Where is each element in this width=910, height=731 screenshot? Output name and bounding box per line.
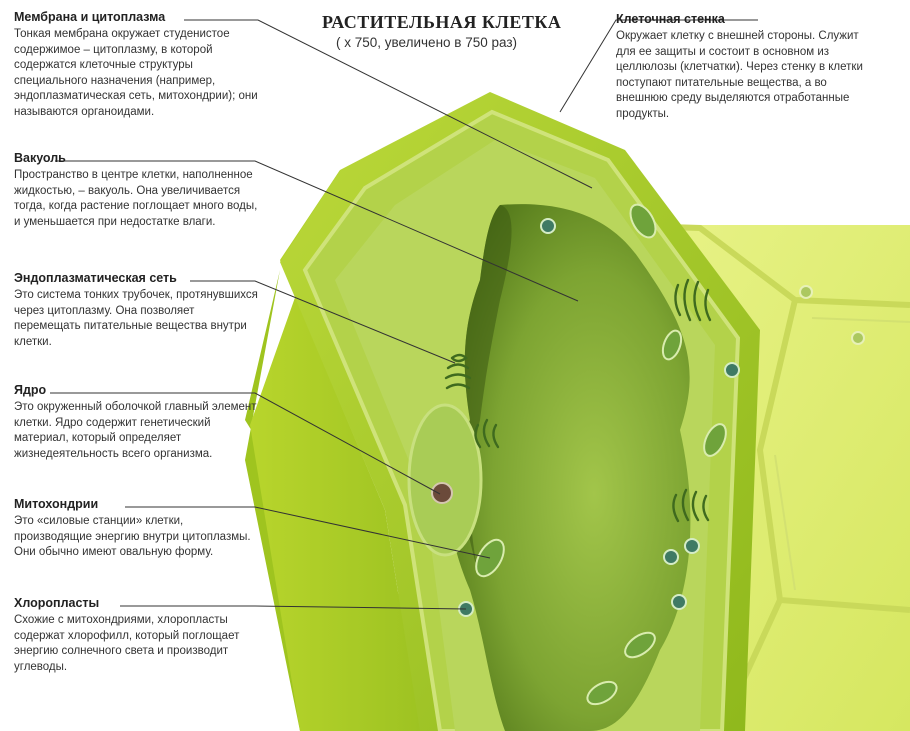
nucleus-envelope [409,405,481,555]
chloroplast [725,363,739,377]
label-membrane [14,10,262,121]
chloroplast [685,539,699,553]
chloroplast [664,550,678,564]
label-chloroplasts [14,596,262,675]
chloroplast [672,595,686,609]
label-nucleus-text: Это окруженный оболочкой главный элемент клетки. Ядро содержит генетический материал, который определяет жизнедеятельность всего организма. [14,401,257,460]
label-vacuole [14,151,262,230]
label-nucleus-heading: Ядро [14,383,47,397]
label-cell-wall-heading: Клеточная стенка [616,12,725,26]
label-mitochondria-text: Это «силовые станции» клетки, производящие энергию внутри цитоплазмы. Они обычно имеют овальную форму. [14,515,251,559]
chloroplast [852,332,864,344]
label-er-text: Это система тонких трубочек, протянувшихся через цитоплазму. Она позволяет перемещать питательные вещества внутри клетки. [14,289,258,348]
nucleolus [432,483,452,503]
label-cell-wall-text: Окружает клетку с внешней стороны. Служит для ее защиты и состоит в основном из целлюлозы (клетчатки). Через стенку в клетки поступают питательные вещества, а во внешнюю среду выделяются отработанные продукты. [616,30,863,120]
label-nucleus [14,383,262,462]
label-er-heading: Эндоплазматическая сеть [14,271,177,285]
label-mitochondria-heading: Митохондрии [14,497,99,511]
label-mitochondria [14,497,262,561]
label-er [14,271,262,350]
label-membrane-heading: Мембрана и цитоплазма [14,10,166,24]
chloroplast [800,286,812,298]
label-vacuole-text: Пространство в центре клетки, наполненное жидкостью, – вакуоль. Она увеличивается тогда, когда растение поглощает много воды, и уменьшается при недостатке влаги. [14,169,258,228]
label-chloroplasts-text: Схожие с митохондриями, хлоропласты содержат хлорофилл, который поглощает энергию солнечного света и производит углеводы. [14,614,240,673]
chloroplast [541,219,555,233]
label-vacuole-heading: Вакуоль [14,151,66,165]
label-membrane-text: Тонкая мембрана окружает студенистое содержимое – цитоплазму, в которой содержатся клеточные структуры специального назначения (например, эндоплазматическая сеть, митохондрии); они называются органоидами. [14,28,258,118]
label-cell-wall [616,12,878,123]
diagram-subtitle: ( х 750, увеличено в 750 раз) [336,35,518,50]
label-chloroplasts-heading: Хлоропласты [14,596,100,610]
diagram-title: РАСТИТЕЛЬНАЯ КЛЕТКА [322,12,562,32]
